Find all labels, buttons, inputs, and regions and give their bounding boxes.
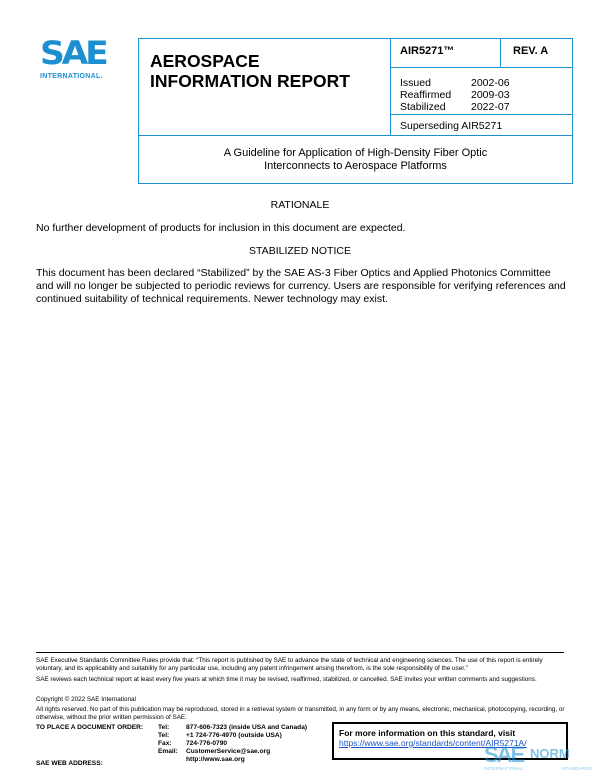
copyright: Copyright © 2022 SAE International bbox=[36, 696, 136, 703]
rationale-text: No further development of products for inclusion in this document are expected. bbox=[36, 222, 406, 234]
rights-text: All rights reserved. No part of this publication may be reproduced, stored in a retrieval system or transmitted, in any form or by any means, electronic, mechanical, photocopying, recording, or otherwise, without the prior written permission of SAE. bbox=[36, 706, 565, 721]
web-address-label: SAE WEB ADDRESS: bbox=[36, 760, 103, 767]
stabilized-text: This document has been declared “Stabilized” by the SAE AS-3 Fiber Optics and Applied Photonics Committee and will no longer be subjected to periodic reviews for currency. Users are responsible for verifying references and continued suitability of technical requirements. Newer technology may exist. bbox=[36, 267, 566, 305]
contact-row: Tel: +1 724-776-4970 (outside USA) bbox=[158, 732, 282, 739]
date-label-issued: Issued bbox=[400, 77, 431, 89]
review-text: SAE reviews each technical report at least every five years at which time it may be revised, reaffirmed, stabilized, or cancelled. SAE invites your written comments and suggestions. bbox=[36, 676, 537, 683]
contact-row: Tel: 877-606-7323 (inside USA and Canada) bbox=[158, 724, 308, 731]
contact-list bbox=[158, 724, 307, 764]
rationale-heading: RATIONALE bbox=[270, 199, 330, 211]
order-label: TO PLACE A DOCUMENT ORDER: bbox=[36, 724, 144, 731]
divider bbox=[391, 114, 572, 115]
contact-row[interactable]: Email: CustomerService@sae.org bbox=[158, 748, 271, 755]
date-label-stabilized: Stabilized bbox=[400, 101, 446, 113]
more-info-title: For more information on this standard, visit bbox=[339, 728, 516, 738]
logo-mark: SAE bbox=[40, 34, 106, 72]
stabilized-heading: STABILIZED NOTICE bbox=[249, 245, 351, 257]
date-value-issued: 2002-06 bbox=[471, 77, 510, 89]
website-row[interactable]: http://www.sae.org bbox=[186, 756, 245, 763]
document-title: A Guideline for Application of High-Density Fiber Optic Interconnects to Aerospace Platforms bbox=[138, 135, 573, 184]
dates-box bbox=[390, 67, 573, 136]
revision: REV. A bbox=[500, 38, 573, 68]
logo-subtitle: INTERNATIONAL. bbox=[40, 73, 103, 80]
superseding: Superseding AIR5271 bbox=[400, 120, 503, 132]
sae-logo bbox=[40, 36, 120, 88]
report-type-box bbox=[138, 38, 391, 136]
date-label-reaffirmed: Reaffirmed bbox=[400, 89, 452, 101]
sae-norm-watermark: SAE NORM INTERNATIONAL STANDARDS bbox=[484, 742, 593, 771]
footer-divider bbox=[36, 652, 564, 653]
doc-number: AIR5271™ bbox=[390, 38, 501, 68]
contact-row: Fax: 724-776-0790 bbox=[158, 740, 228, 747]
standard-link[interactable]: https://www.sae.org/standards/content/AIR5271A/ bbox=[339, 738, 527, 748]
date-value-stabilized: 2022-07 bbox=[471, 101, 510, 113]
report-type-title: AEROSPACE INFORMATION REPORT bbox=[150, 51, 350, 91]
date-value-reaffirmed: 2009-03 bbox=[471, 89, 510, 101]
rules-text: SAE Executive Standards Committee Rules provide that: “This report is published by SAE to advance the state of technical and engineering sciences. The use of this report is entirely voluntary, and its applicability and suitability for any particular use, including any patent infringement arising therefrom, is the sole responsibility of the user.” bbox=[36, 657, 543, 672]
